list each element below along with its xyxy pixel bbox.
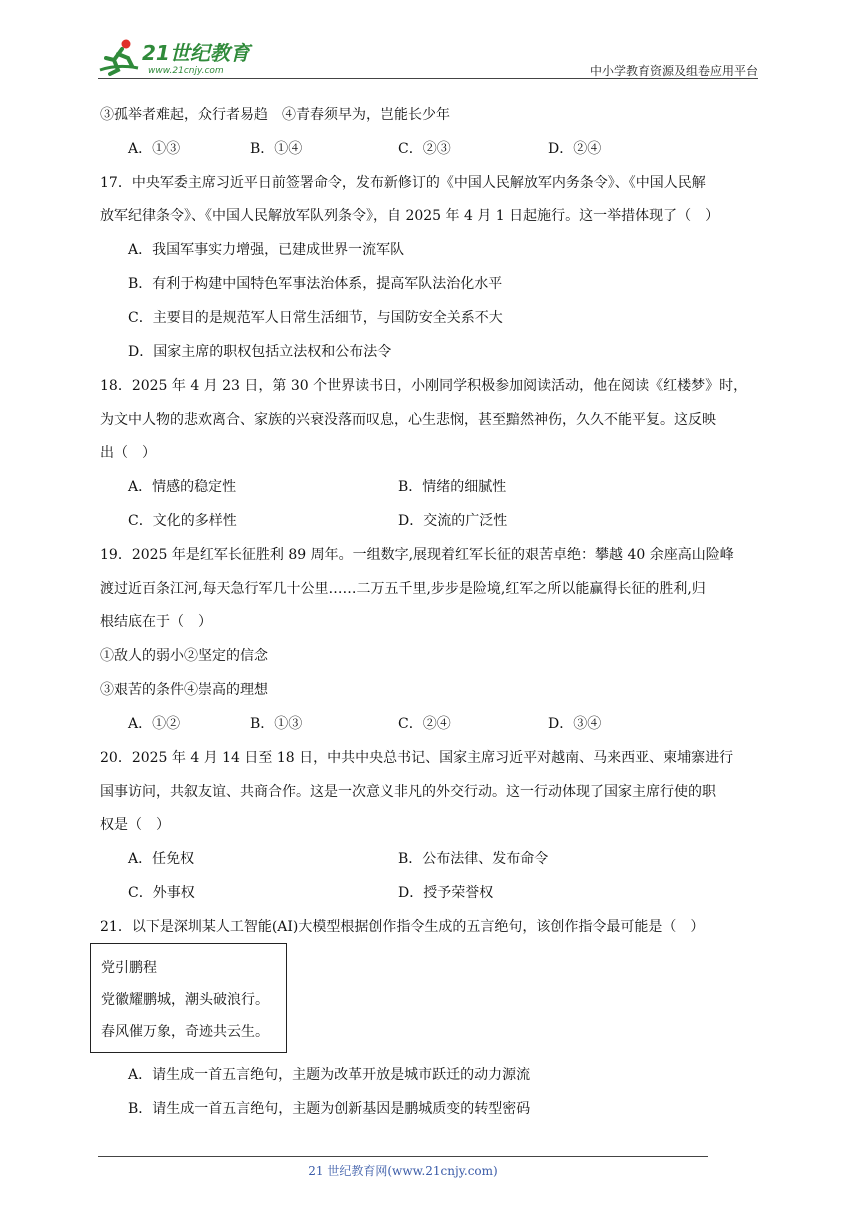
q19-stem-1: 19．2025 年是红军长征胜利 89 周年。一组数字,展现着红军长征的艰苦卓绝：攀越 40 余座高山险峰: [100, 547, 734, 563]
q17-stem-2: 放军纪律条令》、《中国人民解放军队列条令》，自 2025 年 4 月 1 日起施行。这一举措体现了（ ）: [100, 208, 720, 224]
q20-stem-2: 国事访问，共叙友谊、共商合作。这是一次意义非凡的外交行动。这一行动体现了国家主席行使的职: [100, 784, 716, 800]
logo-url: www.21cnjy.com: [148, 66, 224, 76]
q20-option-a: A．任免权: [128, 851, 195, 867]
q20-option-c: C．外事权: [128, 885, 195, 901]
q19-stem-3: 根结底在于（ ）: [100, 614, 212, 630]
site-logo: [98, 36, 268, 78]
poem-box: [90, 943, 287, 1053]
prev-option-b: B．①④: [250, 141, 303, 157]
q18-option-c: C．文化的多样性: [128, 513, 237, 529]
q17-option-d: D．国家主席的职权包括立法权和公布法令: [128, 344, 392, 360]
footer-link[interactable]: 21 世纪教育网(www.21cnjy.com): [308, 1164, 498, 1178]
q20-option-b: B．公布法律、发布命令: [398, 851, 549, 867]
q19-sub-2: ③艰苦的条件④崇高的理想: [100, 682, 268, 698]
q18-stem-3: 出（ ）: [100, 445, 156, 461]
poem-line-1: 党徽耀鹏城，潮头破浪行。: [101, 992, 269, 1008]
header-divider: [98, 78, 758, 79]
logo-text: 21世纪教育: [142, 41, 250, 65]
prev-option-line: ③孤举者难起，众行者易趋 ④青春须早为，岂能长少年: [100, 107, 450, 123]
prev-option-d: D．②④: [548, 141, 602, 157]
q20-stem-3: 权是（ ）: [100, 817, 170, 833]
poem-line-2: 春风催万象，奇迹共云生。: [101, 1024, 269, 1040]
q18-option-a: A．情感的稳定性: [128, 479, 237, 495]
q17-stem-1: 17．中央军委主席习近平日前签署命令，发布新修订的《中国人民解放军内务条令》、《中国人民解: [100, 175, 706, 191]
footer-divider: [98, 1156, 708, 1157]
q18-option-d: D．交流的广泛性: [398, 513, 508, 529]
q21-option-a: A．请生成一首五言绝句，主题为改革开放是城市跃迁的动力源流: [128, 1067, 531, 1083]
prev-option-c: C．②③: [398, 141, 451, 157]
q17-option-a: A．我国军事实力增强，已建成世界一流军队: [128, 242, 405, 258]
q17-option-c: C．主要目的是规范军人日常生活细节，与国防安全关系不大: [128, 310, 503, 326]
q20-option-d: D．授予荣誉权: [398, 885, 494, 901]
q18-option-b: B．情绪的细腻性: [398, 479, 507, 495]
page-header: [98, 36, 758, 78]
q19-option-d: D．③④: [548, 716, 602, 732]
q18-stem-2: 为文中人物的悲欢离合、家族的兴衰没落而叹息，心生悲悯，甚至黯然神伤，久久不能平复。这反映: [100, 412, 716, 428]
poem-title: 党引鹏程: [101, 960, 157, 976]
q19-stem-2: 渡过近百条江河,每天急行军几十公里……二万五千里,步步是险境,红军之所以能赢得长征的胜利,归: [100, 581, 706, 597]
q19-option-a: A．①②: [128, 716, 181, 732]
q19-option-c: C．②④: [398, 716, 451, 732]
q21-stem-1: 21．以下是深圳某人工智能(AI)大模型根据创作指令生成的五言绝句，该创作指令最可能是（ ）: [100, 919, 705, 935]
q18-stem-1: 18．2025 年 4 月 23 日，第 30 个世界读书日，小刚同学积极参加阅读活动，他在阅读《红楼梦》时，: [100, 378, 748, 394]
runner-icon: [100, 40, 138, 75]
q20-stem-1: 20．2025 年 4 月 14 日至 18 日，中共中央总书记、国家主席习近平对越南、马来西亚、柬埔寨进行: [100, 750, 734, 766]
q17-option-b: B．有利于构建中国特色军事法治体系，提高军队法治化水平: [128, 276, 503, 292]
q19-sub-1: ①敌人的弱小②坚定的信念: [100, 648, 268, 664]
platform-name: 中小学教育资源及组卷应用平台: [589, 64, 758, 78]
prev-option-a: A．①③: [128, 141, 181, 157]
q21-option-b: B．请生成一首五言绝句，主题为创新基因是鹏城质变的转型密码: [128, 1101, 531, 1117]
q19-option-b: B．①③: [250, 716, 303, 732]
